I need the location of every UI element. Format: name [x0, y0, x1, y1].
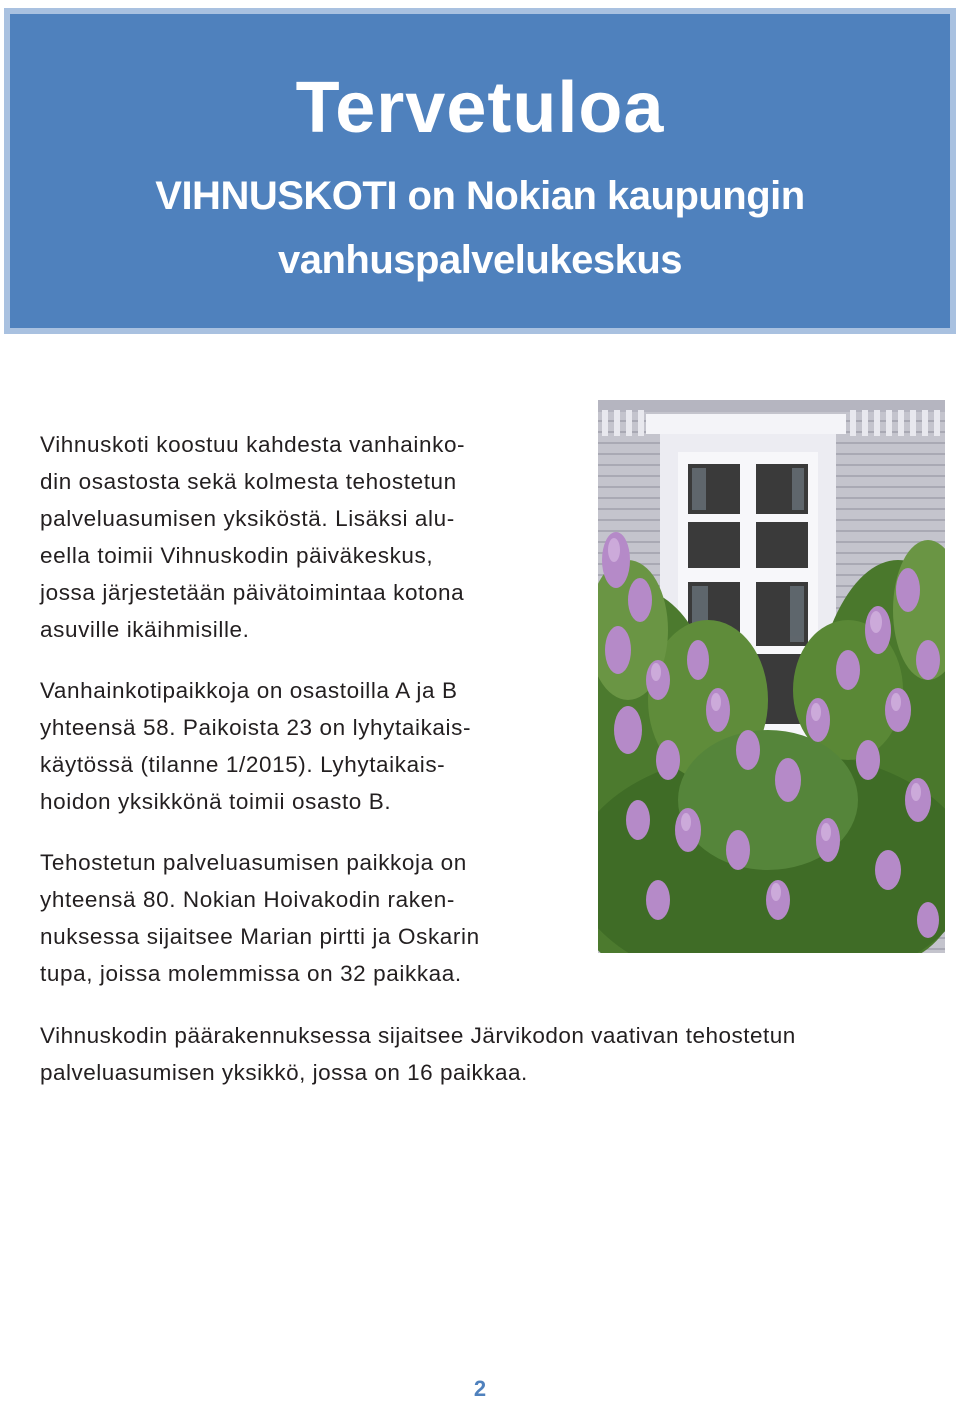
text-line: käytössä (tilanne 1/2015). Lyhytaikais-	[40, 752, 446, 777]
title-banner	[4, 8, 956, 334]
text-line: Tehostetun palveluasumisen paikkoja on	[40, 850, 467, 875]
paragraph-1	[40, 426, 552, 648]
subtitle-line-2: vanhuspalvelukeskus	[277, 238, 683, 282]
text-line: jossa järjestetään päivätoimintaa kotona	[40, 580, 465, 605]
page-subtitle	[10, 164, 950, 292]
text-line: yhteensä 58. Paikoista 23 on lyhytaikais-	[40, 715, 472, 740]
text-line: Vihnuskodin päärakennuksessa sijaitsee Järvikodon vaativan tehostetun	[40, 1023, 796, 1048]
text-line: Vihnuskoti koostuu kahdesta vanhainko-	[40, 432, 466, 457]
full-width-text	[40, 1017, 940, 1091]
left-column-text	[40, 426, 552, 992]
text-line: hoidon yksikkönä toimii osasto B.	[40, 789, 392, 814]
text-line: din osastosta sekä kolmesta tehostetun	[40, 469, 457, 494]
text-line: nuksessa sijaitsee Marian pirtti ja Oskarin	[40, 924, 480, 949]
paragraph-2	[40, 672, 552, 820]
paragraph-3	[40, 844, 552, 992]
text-line: tupa, joissa molemmissa on 32 paikkaa.	[40, 961, 462, 986]
text-line: yhteensä 80. Nokian Hoivakodin raken-	[40, 887, 455, 912]
subtitle-line-1: VIHNUSKOTI on Nokian kaupungin	[155, 174, 805, 218]
photo-illustration	[598, 400, 945, 953]
text-line: Vanhainkotipaikkoja on osastoilla A ja B	[40, 678, 458, 703]
text-line: eella toimii Vihnuskodin päiväkeskus,	[40, 543, 434, 568]
text-line: palveluasumisen yksiköstä. Lisäksi alu-	[40, 506, 455, 531]
text-line: palveluasumisen yksikkö, jossa on 16 paikkaa.	[40, 1060, 528, 1085]
paragraph-4	[40, 1017, 940, 1091]
page-title: Tervetuloa	[295, 68, 665, 148]
lilac-window-photo	[598, 400, 945, 953]
text-line: asuville ikäihmisille.	[40, 617, 250, 642]
page-number: 2	[473, 1376, 487, 1401]
